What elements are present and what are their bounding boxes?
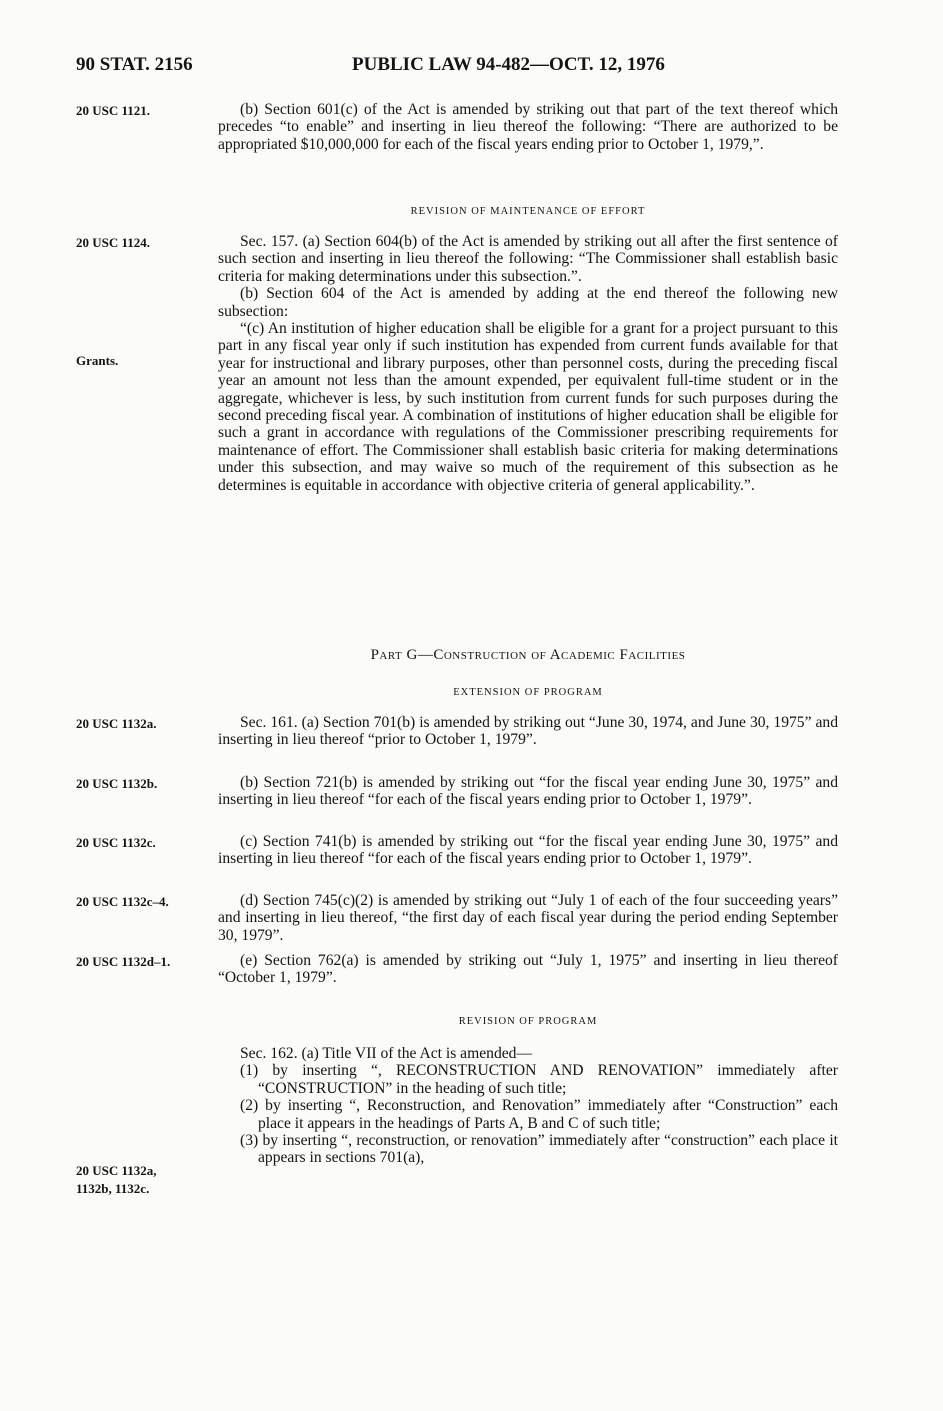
text-paragraph: (b) Section 604 of the Act is amended by adding at the end thereof the following new subsection: bbox=[218, 285, 838, 320]
section-161-d bbox=[218, 892, 838, 944]
section-161-e bbox=[218, 952, 838, 987]
public-law-title: PUBLIC LAW 94-482—OCT. 12, 1976 bbox=[352, 54, 665, 75]
section-161-b bbox=[218, 774, 838, 809]
part-g-block bbox=[218, 647, 838, 664]
list-item: (3) by inserting “, reconstruction, or renovation” immediately after “construction” each place it appears in sections 701(a), bbox=[240, 1132, 838, 1167]
heading-block-extension bbox=[218, 684, 838, 701]
text-paragraph: (c) Section 741(b) is amended by striking out “for the fiscal year ending June 30, 1975” and inserting in lieu thereof “for each of the fiscal years ending prior to October 1, 1979”. bbox=[218, 833, 838, 868]
list-item: (1) by inserting “, RECONSTRUCTION AND RENOVATION” immediately after “CONSTRUCTION” in the heading of such title; bbox=[240, 1062, 838, 1097]
text-paragraph: “(c) An institution of higher education shall be eligible for a grant for a project pursuant to this part in any fiscal year only if such institution has expended from current funds available for that year for instructional and library purposes, other than personnel costs, during the preceding fiscal year an amount not less than the amount expended, per equivalent full-time student or in the aggregate, whichever is less, by such institution from current funds for such purposes during the second preceding fiscal year. A combination of institutions of higher education shall be eligible for such a grant in accordance with regulations of the Commissioner prescribing requirements for maintenance of effort. The Commissioner shall establish basic criteria for making determinations under this subsection, and may waive so much of the requirement of this subsection as he determines is equitable in accordance with objective criteria of general applicability.”. bbox=[218, 320, 838, 494]
text-paragraph: Sec. 161. (a) Section 701(b) is amended by striking out “June 30, 1974, and June 30, 1975” and inserting in lieu thereof “prior to October 1, 1979”. bbox=[218, 714, 838, 749]
section-heading-extension: EXTENSION OF PROGRAM bbox=[453, 687, 603, 698]
margin-note-20-usc-1132a-line2: 1132b, 1132c. bbox=[76, 1181, 150, 1196]
text-paragraph: (d) Section 745(c)(2) is amended by striking out “July 1 of each of the four succeeding years” and inserting in lieu thereof, “the first day of each fiscal year during the period ending September 30, 1979”. bbox=[218, 892, 838, 944]
page-header bbox=[76, 54, 836, 84]
margin-note-20-usc-1132a: 20 USC 1132a. bbox=[76, 716, 157, 731]
part-g-heading: Part G—Construction of Academic Facilities bbox=[370, 647, 686, 663]
text-paragraph: (e) Section 762(a) is amended by striking out “July 1, 1975” and inserting in lieu thereof “October 1, 1979”. bbox=[218, 952, 838, 987]
heading-block-maintenance bbox=[218, 203, 838, 220]
statute-page-number: 90 STAT. 2156 bbox=[76, 54, 193, 75]
margin-note-20-usc-1121: 20 USC 1121. bbox=[76, 103, 151, 118]
section-161-a bbox=[218, 714, 838, 749]
text-paragraph: (b) Section 601(c) of the Act is amended by striking out that part of the text thereof which precedes “to enable” and inserting in lieu thereof the following: “There are authorized to be appropriated $10,000,000 for each of the fiscal years ending prior to October 1, 1979,”. bbox=[218, 101, 838, 153]
section-161-c bbox=[218, 833, 838, 868]
section-162-block bbox=[218, 1045, 838, 1167]
margin-note-20-usc-1124: 20 USC 1124. bbox=[76, 235, 151, 250]
paragraph-601c bbox=[218, 101, 838, 153]
section-heading-maintenance: REVISION OF MAINTENANCE OF EFFORT bbox=[410, 206, 646, 217]
list-item: (2) by inserting “, Reconstruction, and Renovation” immediately after “Construction” each place it appears in the headings of Parts A, B and C of such title; bbox=[240, 1097, 838, 1132]
text-paragraph: Sec. 162. (a) Title VII of the Act is amended— bbox=[240, 1045, 533, 1062]
section-157-block bbox=[218, 233, 838, 494]
margin-note-20-usc-1132d-1: 20 USC 1132d–1. bbox=[76, 954, 171, 969]
margin-note-20-usc-1132c-4: 20 USC 1132c–4. bbox=[76, 894, 169, 909]
heading-block-revision bbox=[218, 1013, 838, 1030]
margin-note-20-usc-1132b: 20 USC 1132b. bbox=[76, 776, 158, 791]
section-heading-revision: REVISION OF PROGRAM bbox=[458, 1016, 598, 1027]
text-paragraph: Sec. 157. (a) Section 604(b) of the Act is amended by striking out all after the first sentence of such section and inserting in lieu thereof the following: “The Commissioner shall establish basic criteria for making determinations under this subsection.”. bbox=[218, 233, 838, 285]
margin-note-20-usc-1132a-line1: 20 USC 1132a, bbox=[76, 1163, 157, 1178]
text-paragraph: (b) Section 721(b) is amended by striking out “for the fiscal year ending June 30, 1975” and inserting in lieu thereof “for each of the fiscal years ending prior to October 1, 1979”. bbox=[218, 774, 838, 809]
margin-note-20-usc-1132c: 20 USC 1132c. bbox=[76, 835, 156, 850]
margin-note-grants: Grants. bbox=[76, 353, 119, 368]
